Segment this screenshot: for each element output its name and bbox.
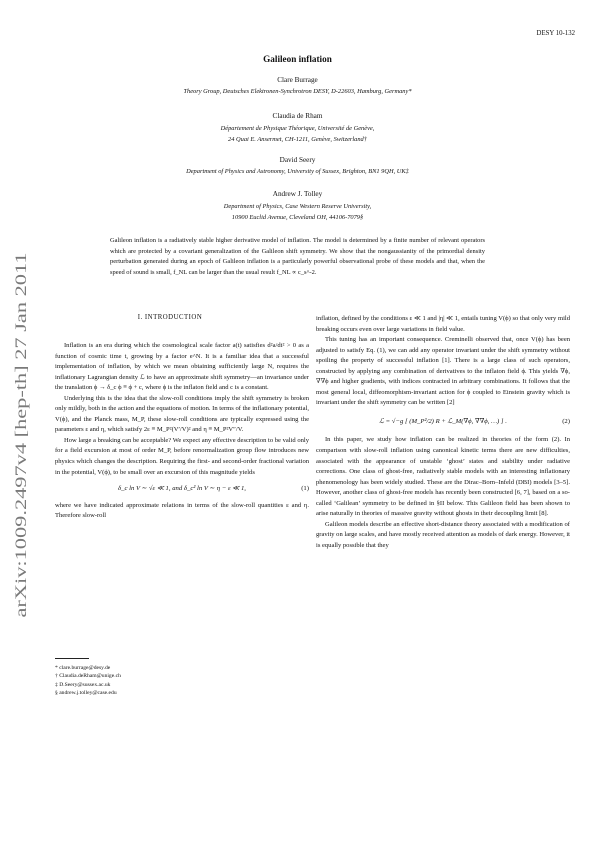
author-affiliation: Département de Physique Théorique, Université de Genève, bbox=[220, 125, 375, 132]
author-name: Clare Burrage bbox=[277, 76, 318, 84]
equation-2 bbox=[316, 417, 570, 428]
footnote: * clare.burrage@desy.de bbox=[55, 665, 111, 671]
paragraph: Inflation is an era during which the cosmological scale factor a(t) satisfies d²a/dt² > 0 as a function of cosmic time t, growing by a factor e^N. It is a familiar idea that a successful implementation of inflation, by which we mean obtaining sufficiently large N, requires the inflationary Lagrangian density ℒ to have an approximate shift symmetry—an invariance under the translation ϕ → δ_c ϕ ≡ ϕ + c, where ϕ is the inflaton field and c is a constant. bbox=[55, 342, 309, 392]
author-name: Andrew J. Tolley bbox=[272, 190, 323, 198]
section-heading: I. INTRODUCTION bbox=[137, 314, 203, 321]
arxiv-identifier: arXiv:1009.2497v4 [hep-th] 27 Jan 2011 bbox=[13, 364, 30, 618]
footnote: ‡ D.Seery@sussex.ac.uk bbox=[55, 681, 111, 688]
paragraph: In this paper, we study how inflation can be realized in theories of the form (2). In comparison with slow-roll inflation using canonical kinetic terms there are new difficulties, associated with the appearance of unstable ‘ghost’ states and stability under radiative corrections. One class of ghost-free, radiatively stable models with an interesting inflationary phenomenology has been widely studied. These are the Dirac–Born–Infeld (DBI) models [3–5]. However, another class of ghost-free models has recently been constructed [6, 7], based on a so-called ‘Galilean’ symmetry to be defined in §II below. This Galileon field has been shown to arise naturally in theories of massive gravity without ghosts in their decoupling limit [8]. bbox=[316, 436, 570, 518]
author-affiliation: 24 Quai E. Ansermet, CH-1211, Genève, Switzerland† bbox=[228, 136, 367, 143]
author-name: Claudia de Rham bbox=[272, 112, 323, 120]
footnotes bbox=[55, 664, 121, 697]
paragraph: This tuning has an important consequence. Creminelli observed that, once V(ϕ) has been adjusted to satisfy Eq. (1), we can add any operator invariant under the shift symmetry without spoiling the property of successful inflation [1]. There is a large class of such operators, constructed by applying any combination of derivatives to the inflaton field ϕ. This yields ∇ϕ, ∇∇ϕ and higher gradients, with indices contracted in arbitrary combinations. It follows that the most general local, diffeomorphism-invariant action for ϕ coupled to Einstein gravity which is invariant under the shift symmetry can be written [2] bbox=[316, 336, 570, 407]
equation-2-body: ℒ = √−g [ (M_P²/2) R + ℒ_M(∇ϕ, ∇∇ϕ, …) ] . bbox=[379, 417, 507, 425]
paragraph: where we have indicated approximate relations in terms of the slow-roll quantities ε and η. Therefore slow-roll bbox=[55, 501, 309, 520]
abstract: Galileon inflation is a radiatively stable higher derivative model of inflation. The model is determined by a finite number of relevant operators which are protected by a covariant generalization of the Galileon shift symmetry. We show that the nongaussianity of the primordial density perturbation generated during an epoch of Galileon inflation is a particularly powerful observational probe of these models and that, when the speed of sound is small, f_NL can be larger than the usual result f_NL ∝ c_s^-2. bbox=[110, 237, 485, 276]
report-number: DESY 10-132 bbox=[536, 30, 575, 37]
footnote: § andrew.j.tolley@case.edu bbox=[55, 689, 117, 696]
equation-2-number: (2) bbox=[562, 417, 570, 425]
paragraph: How large a breaking can be acceptable? We expect any effective description to be valid only for a field excursion at most of order M_P, before renormalization group flow introduces new physics which changes the description. Requiring the first- and second-order fractional variation in the potential, V(ϕ), to be small over an excursion of this magnitude yields bbox=[55, 436, 309, 476]
author-name: David Seery bbox=[279, 156, 316, 164]
footnote: † Claudia.deRham@unige.ch bbox=[55, 673, 121, 680]
left-column bbox=[55, 341, 309, 522]
author-affiliation: 10900 Euclid Avenue, Cleveland OH, 44106-7079§ bbox=[231, 214, 364, 221]
equation-1-body: δ_c ln V ∼ √ε ≪ 1, and δ_c² ln V ∼ η − ε ≪ 1, bbox=[118, 485, 246, 493]
arxiv-sidebar bbox=[6, 250, 36, 620]
author-affiliation: Department of Physics, Case Western Reserve University, bbox=[223, 203, 372, 210]
paper-title: Galileon inflation bbox=[263, 54, 332, 64]
author-affiliation: Theory Group, Deutsches Elektronen-Synchrotron DESY, D-22603, Hamburg, Germany* bbox=[183, 88, 412, 95]
paragraph: inflation, defined by the conditions ε ≪ 1 and |η| ≪ 1, entails tuning V(ϕ) so that only very mild breaking occurs even over large variations in field value. bbox=[316, 315, 570, 333]
right-column bbox=[316, 314, 570, 551]
equation-1-number: (1) bbox=[301, 485, 309, 493]
equation-1 bbox=[55, 484, 309, 495]
footnote-rule bbox=[55, 658, 89, 659]
author-affiliation: Department of Physics and Astronomy, University of Sussex, Brighton, BN1 9QH, UK‡ bbox=[186, 168, 409, 175]
paragraph: Galileon models describe an effective short-distance theory associated with a modification of gravity on large scales, and have mostly received attention as models of dark energy. However, it is equally possible that they bbox=[316, 520, 570, 549]
paragraph: Underlying this is the idea that the slow-roll conditions imply the shift symmetry is broken only mildly, both in the action and the equations of motion. In terms of the inflationary potential, V(ϕ), and the Planck mass, M_P, these slow-roll conditions are typically expressed using the parameters ε and η, which satisfy 2ε ≡ M_P²(V′/V)² and η ≡ M_P²V″/V. bbox=[55, 394, 309, 434]
arxiv-sidebar-graphic bbox=[6, 250, 36, 620]
